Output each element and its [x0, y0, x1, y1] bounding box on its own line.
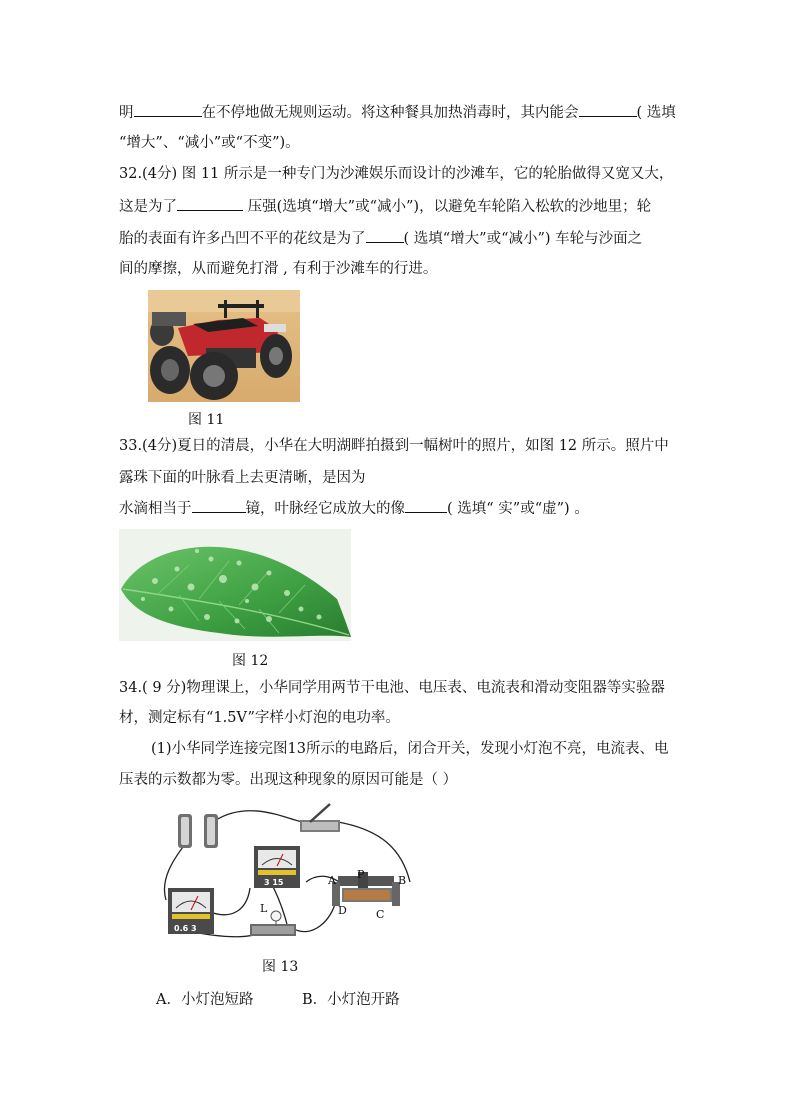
- battery-icon: [178, 814, 218, 848]
- label-a: A: [328, 874, 336, 887]
- q32-line-1: 32.(4分) 图 11 所示是一种专门为沙滩娱乐而设计的沙滩车，它的轮胎做得又宽又大，: [119, 166, 674, 182]
- q32-line-3: 胎的表面有许多凸凹不平的花纹是为了 ( 选填“增大”或“减小”) 车轮与沙面之: [119, 228, 642, 249]
- q31-line-1: 明 在不停地做无规则运动。将这种餐具加热消毒时，其内能会 ( 选填: [119, 102, 676, 123]
- lamp-icon: [250, 911, 296, 936]
- q33-line-2: 露珠下面的叶脉看上去更清晰，是因为: [119, 470, 366, 486]
- switch-icon: [300, 804, 340, 832]
- leaf-image: [119, 529, 351, 641]
- figure-13-caption: 图 13: [262, 959, 299, 975]
- rheostat-icon: [332, 872, 400, 906]
- answer-blank[interactable]: [134, 102, 202, 117]
- option-a[interactable]: A．小灯泡短路: [156, 992, 254, 1008]
- answer-blank[interactable]: [405, 498, 447, 513]
- label-l: L: [260, 902, 268, 915]
- figure-12-leaf-photo: [119, 529, 351, 641]
- label-c: C: [376, 908, 385, 921]
- answer-blank[interactable]: [366, 228, 404, 243]
- q32-line-4: 间的摩擦，从而避免打滑 , 有利于沙滩车的行进。: [119, 261, 438, 277]
- q32-line-2: 这是为了 压强(选填“增大”或“减小”)，以避免车轮陷入松软的沙地里；轮: [119, 196, 651, 217]
- option-b[interactable]: B．小灯泡开路: [302, 992, 400, 1008]
- figure-11-caption: 图 11: [188, 412, 225, 428]
- figure-11-atv-photo: [148, 290, 300, 402]
- voltmeter-icon: [254, 846, 300, 888]
- label-d: D: [338, 904, 347, 917]
- q33-line-1: 33.(4分)夏日的清晨，小华在大明湖畔拍摄到一幅树叶的照片，如图 12 所示。照片中: [119, 438, 669, 454]
- circuit-diagram: [152, 800, 422, 950]
- q33-line-3: 水滴相当于 镜，叶脉经它成放大的像 ( 选填“ 实”或“虚”) 。: [119, 498, 589, 519]
- label-b: B: [398, 874, 407, 887]
- answer-blank[interactable]: [177, 196, 243, 211]
- voltmeter-scale-label: 3 15: [264, 878, 284, 887]
- q31-line-2: “增大”、“减小”或“不变”)。: [119, 135, 300, 151]
- q34-line-4: 压表的示数都为零。出现这种现象的原因可能是（ ）: [119, 772, 458, 788]
- label-p: P: [357, 868, 365, 881]
- q34-line-1: 34.( 9 分)物理课上，小华同学用两节干电池、电压表、电流表和滑动变阻器等实验器: [119, 680, 665, 696]
- ammeter-icon: [168, 888, 214, 934]
- figure-12-caption: 图 12: [232, 653, 269, 669]
- atv-image: [148, 290, 300, 402]
- ammeter-scale-label: 0.6 3: [174, 924, 197, 933]
- answer-blank[interactable]: [579, 102, 637, 117]
- answer-blank[interactable]: [192, 498, 246, 513]
- q34-line-3: (1)小华同学连接完图13所示的电路后，闭合开关，发现小灯泡不亮，电流表、电: [151, 741, 669, 757]
- q34-line-2: 材，测定标有“1.5V”字样小灯泡的电功率。: [119, 710, 400, 726]
- figure-13-circuit: [152, 800, 422, 950]
